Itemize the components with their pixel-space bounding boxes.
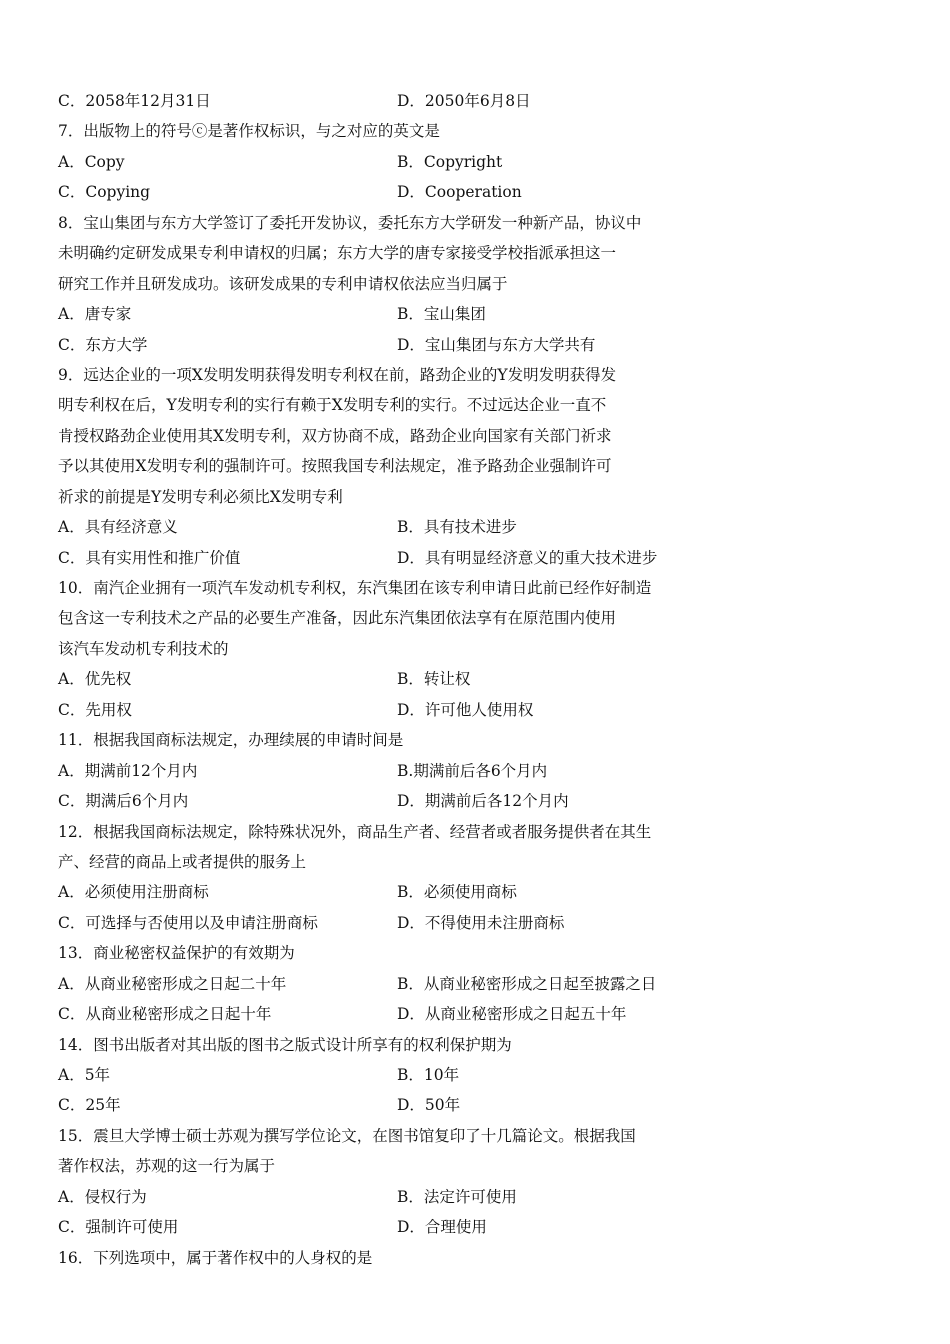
answer-option-right: D．合理使用 — [397, 1218, 487, 1237]
answer-options-row — [58, 543, 718, 573]
question-text: 9．远达企业的一项X发明发明获得发明专利权在前，路劲企业的Y发明发明获得发 — [58, 365, 617, 384]
answer-options-row — [58, 330, 718, 360]
question-text-line — [58, 938, 718, 968]
question-text: 未明确约定研发成果专利申请权的归属；东方大学的唐专家接受学校指派承担这一 — [58, 244, 617, 263]
answer-option-left: A．5年 — [58, 1066, 111, 1084]
answer-option-right: D．具有明显经济意义的重大技术进步 — [397, 548, 658, 567]
question-text: 13．商业秘密权益保护的有效期为 — [58, 944, 295, 963]
question-text: 研究工作并且研发成功。该研发成果的专利申请权依法应当归属于 — [58, 274, 508, 293]
answer-option-left: C．先用权 — [58, 700, 132, 719]
exam-page-content — [58, 86, 718, 1273]
answer-options-row — [58, 908, 718, 938]
answer-options-row — [58, 1090, 718, 1120]
answer-options-row — [58, 664, 718, 694]
answer-option-left: C．强制许可使用 — [58, 1218, 179, 1237]
answer-option-right: B．Copyright — [397, 152, 503, 171]
question-text: 祈求的前提是Y发明专利必须比X发明专利 — [58, 487, 343, 506]
answer-options-row — [58, 969, 718, 999]
answer-option-left: A．具有经济意义 — [58, 518, 178, 537]
question-text: 8．宝山集团与东方大学签订了委托开发协议，委托东方大学研发一种新产品，协议中 — [58, 213, 642, 232]
answer-options-row — [58, 147, 718, 177]
answer-option-right: B．必须使用商标 — [397, 883, 517, 902]
answer-option-right: B．10年 — [397, 1066, 460, 1084]
question-text-line — [58, 360, 718, 390]
answer-option-left: A．从商业秘密形成之日起二十年 — [58, 974, 287, 993]
answer-option-right: B．法定许可使用 — [397, 1187, 517, 1206]
answer-option-left: A．期满前12个月内 — [58, 761, 198, 780]
answer-option-right: D．宝山集团与东方大学共有 — [397, 335, 596, 354]
question-text-line — [58, 390, 718, 420]
answer-option-left: C．Copying — [58, 183, 151, 202]
answer-option-right: B.期满前后各6个月内 — [397, 761, 548, 780]
answer-options-row — [58, 999, 718, 1029]
question-text-line — [58, 116, 718, 146]
answer-options-row — [58, 1212, 718, 1242]
answer-option-right: D．2050年6月8日 — [397, 92, 531, 110]
answer-option-right: B．从商业秘密形成之日起至披露之日 — [397, 974, 657, 993]
answer-options-row — [58, 512, 718, 542]
question-text: 该汽车发动机专利技术的 — [58, 639, 229, 658]
answer-options-row — [58, 86, 718, 116]
question-text-line — [58, 482, 718, 512]
question-text-line — [58, 634, 718, 664]
answer-option-right: D．Cooperation — [397, 183, 522, 202]
answer-option-left: A．Copy — [58, 152, 125, 171]
question-text: 12．根据我国商标法规定，除特殊状况外，商品生产者、经营者或者服务提供者在其生 — [58, 822, 652, 841]
question-text-line — [58, 1243, 718, 1273]
question-text: 产、经营的商品上或者提供的服务上 — [58, 852, 307, 871]
answer-option-left: A．唐专家 — [58, 305, 132, 324]
question-text-line — [58, 269, 718, 299]
answer-option-left: C．具有实用性和推广价值 — [58, 548, 241, 567]
answer-option-right: D．50年 — [397, 1096, 461, 1115]
question-text-line — [58, 847, 718, 877]
question-text-line — [58, 1030, 718, 1060]
question-text: 包含这一专利技术之产品的必要生产准备，因此东汽集团依法享有在原范围内使用 — [58, 609, 617, 628]
answer-option-left: C．2058年12月31日 — [58, 92, 211, 110]
question-text-line — [58, 451, 718, 481]
answer-options-row — [58, 695, 718, 725]
question-text: 15．震旦大学博士硕士苏观为撰写学位论文，在图书馆复印了十几篇论文。根据我国 — [58, 1126, 636, 1145]
question-text: 7．出版物上的符号ⓒ是著作权标识，与之对应的英文是 — [58, 122, 440, 141]
question-text-line — [58, 208, 718, 238]
question-text-line — [58, 238, 718, 268]
answer-option-left: A．必须使用注册商标 — [58, 883, 209, 902]
answer-option-right: D．不得使用未注册商标 — [397, 913, 565, 932]
question-text-line — [58, 1151, 718, 1181]
answer-option-left: A．优先权 — [58, 670, 132, 689]
answer-option-left: C．期满后6个月内 — [58, 792, 189, 811]
answer-option-left: C．东方大学 — [58, 335, 148, 354]
answer-option-left: C．从商业秘密形成之日起十年 — [58, 1005, 272, 1024]
answer-options-row — [58, 1060, 718, 1090]
answer-option-right: B．具有技术进步 — [397, 518, 517, 537]
answer-options-row — [58, 299, 718, 329]
answer-options-row — [58, 177, 718, 207]
question-text: 11．根据我国商标法规定，办理续展的申请时间是 — [58, 731, 404, 750]
question-text-line — [58, 1121, 718, 1151]
question-text: 著作权法，苏观的这一行为属于 — [58, 1157, 276, 1176]
answer-option-right: D．期满前后各12个月内 — [397, 792, 569, 811]
question-text: 肯授权路劲企业使用其X发明专利，双方协商不成，路劲企业向国家有关部门祈求 — [58, 426, 612, 445]
answer-options-row — [58, 756, 718, 786]
question-text: 予以其使用X发明专利的强制许可。按照我国专利法规定，准予路劲企业强制许可 — [58, 457, 612, 476]
question-text: 明专利权在后，Y发明专利的实行有赖于X发明专利的实行。不过远达企业一直不 — [58, 396, 607, 415]
answer-option-right: D．许可他人使用权 — [397, 700, 534, 719]
question-text-line — [58, 573, 718, 603]
question-text: 10．南汽企业拥有一项汽车发动机专利权，东汽集团在该专利申请日此前已经作好制造 — [58, 579, 652, 597]
question-text: 14．图书出版者对其出版的图书之版式设计所享有的权利保护期为 — [58, 1035, 512, 1054]
answer-option-right: D．从商业秘密形成之日起五十年 — [397, 1005, 627, 1024]
question-text-line — [58, 421, 718, 451]
question-text: 16．下列选项中，属于著作权中的人身权的是 — [58, 1248, 373, 1267]
answer-option-left: C．可选择与否使用以及申请注册商标 — [58, 913, 318, 932]
answer-option-right: B．宝山集团 — [397, 305, 486, 324]
answer-option-left: A．侵权行为 — [58, 1187, 147, 1206]
question-text-line — [58, 603, 718, 633]
answer-option-left: C．25年 — [58, 1096, 121, 1115]
answer-options-row — [58, 786, 718, 816]
answer-options-row — [58, 877, 718, 907]
answer-option-right: B．转让权 — [397, 670, 471, 689]
answer-options-row — [58, 1182, 718, 1212]
question-text-line — [58, 817, 718, 847]
question-text-line — [58, 725, 718, 755]
